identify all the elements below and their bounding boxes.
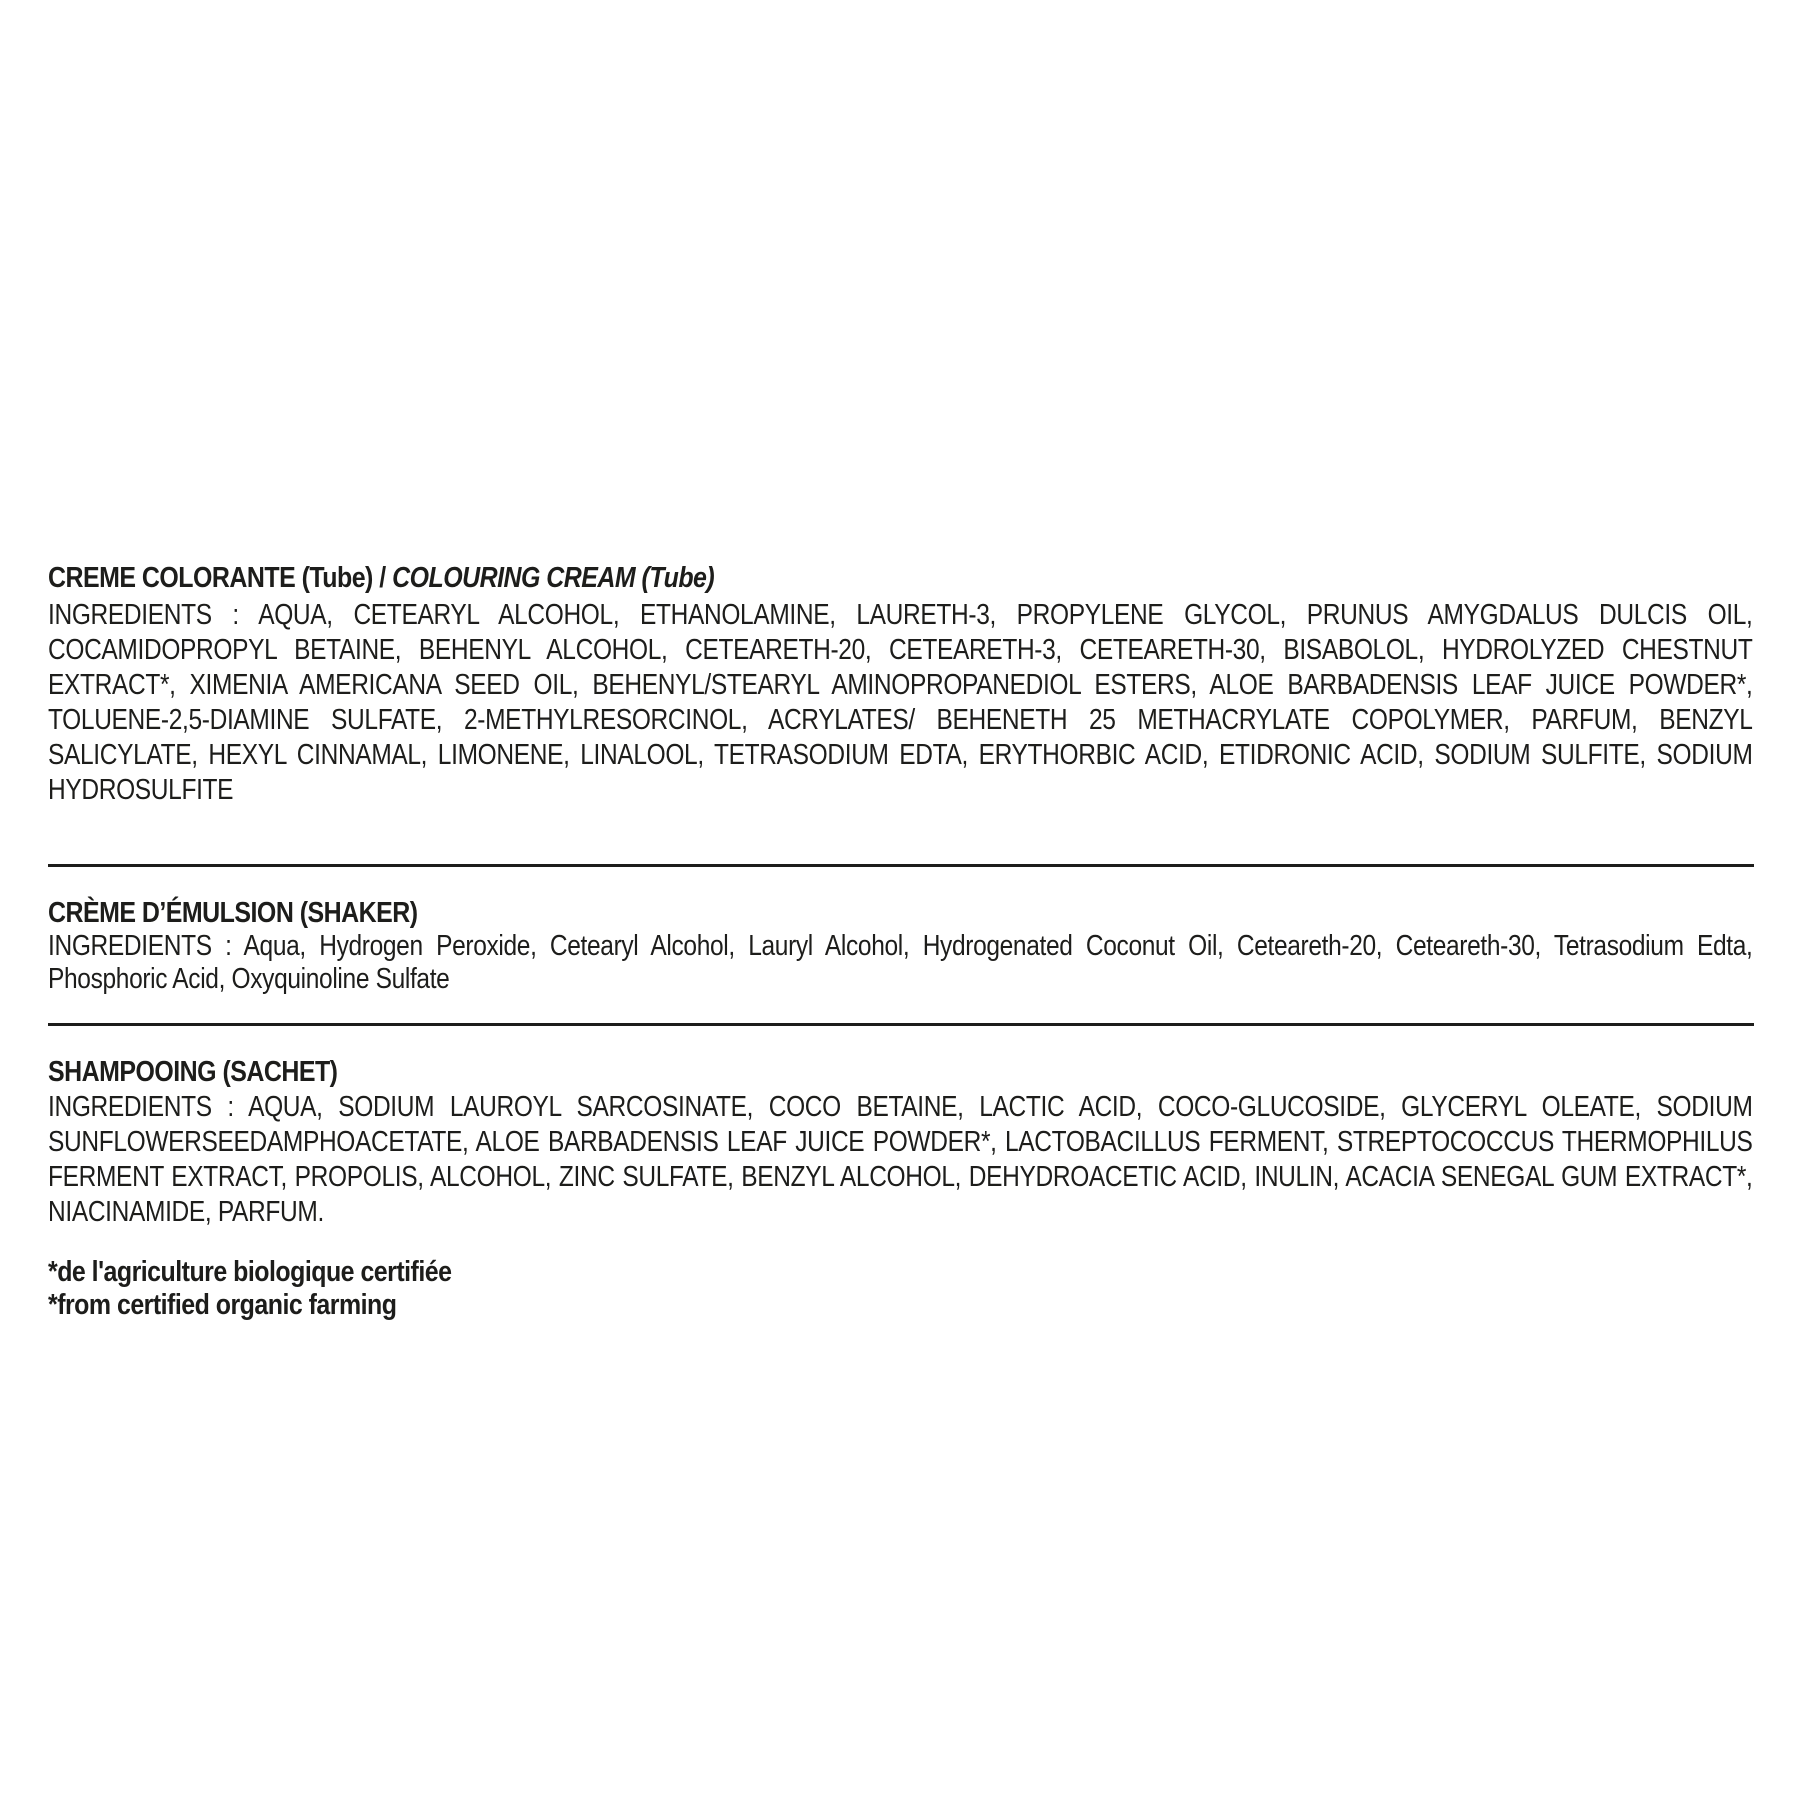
title-fr: CREME COLORANTE (Tube) [48,562,373,594]
footnotes [48,1256,1754,1322]
ingredients-list-emulsion-cream: INGREDIENTS : Aqua, Hydrogen Peroxide, Cetearyl Alcohol, Lauryl Alcohol, Hydrogenated Coconut Oil, Ceteareth-20, Ceteareth-30, Tetrasodium Edta, Phosphoric Acid, Oxyquinoline Sulfate [48,930,1753,995]
section-title-emulsion-cream: CRÈME D’ÉMULSION (SHAKER) [48,897,418,929]
section-colouring-cream [48,562,1754,808]
section-title-shampoo: SHAMPOOING (SACHET) [48,1056,338,1088]
footnote-fr: *de l'agriculture biologique certifiée [48,1256,452,1288]
footnote-en: *from certified organic farming [48,1289,397,1321]
section-title-colouring-cream [48,562,1515,594]
ingredients-list-colouring-cream: INGREDIENTS : AQUA, CETEARYL ALCOHOL, ETHANOLAMINE, LAURETH-3, PROPYLENE GLYCOL, PRUNUS AMYGDALUS DULCIS OIL, COCAMIDOPROPYL BETAINE, BEHENYL ALCOHOL, CETEARETH-20, CETEARETH-3, CETEARETH-30, BISABOLOL, HYDROLYZED CHESTNUT EXTRACT*, XIMENIA AMERICANA SEED OIL, BEHENYL/STEARYL AMINOPROPANEDIOL ESTERS, ALOE BARBADENSIS LEAF JUICE POWDER*, TOLUENE-2,5-DIAMINE SULFATE, 2-METHYLRESORCINOL, ACRYLATES/ BEHENETH 25 METHACRYLATE COPOLYMER, PARFUM, BENZYL SALICYLATE, HEXYL CINNAMAL, LIMONENE, LINALOOL, TETRASODIUM EDTA, ERYTHORBIC ACID, ETIDRONIC ACID, SODIUM SULFITE, SODIUM HYDROSULFITE [48,599,1753,806]
title-en: COLOURING CREAM (Tube) [392,562,715,594]
section-divider [48,1023,1754,1026]
section-emulsion-cream [48,897,1754,996]
ingredients-list-shampoo: INGREDIENTS : AQUA, SODIUM LAUROYL SARCOSINATE, COCO BETAINE, LACTIC ACID, COCO-GLUCOSIDE, GLYCERYL OLEATE, SODIUM SUNFLOWERSEEDAMPHOACETATE, ALOE BARBADENSIS LEAF JUICE POWDER*, LACTOBACILLUS FERMENT, STREPTOCOCCUS THERMOPHILUS FERMENT EXTRACT, PROPOLIS, ALCOHOL, ZINC SULFATE, BENZYL ALCOHOL, DEHYDROACETIC ACID, INULIN, ACACIA SENEGAL GUM EXTRACT*, NIACINAMIDE, PARFUM. [48,1091,1753,1228]
ingredients-sheet [48,562,1754,1322]
section-shampoo [48,1056,1754,1230]
section-divider [48,864,1754,867]
title-separator: / [372,562,393,594]
